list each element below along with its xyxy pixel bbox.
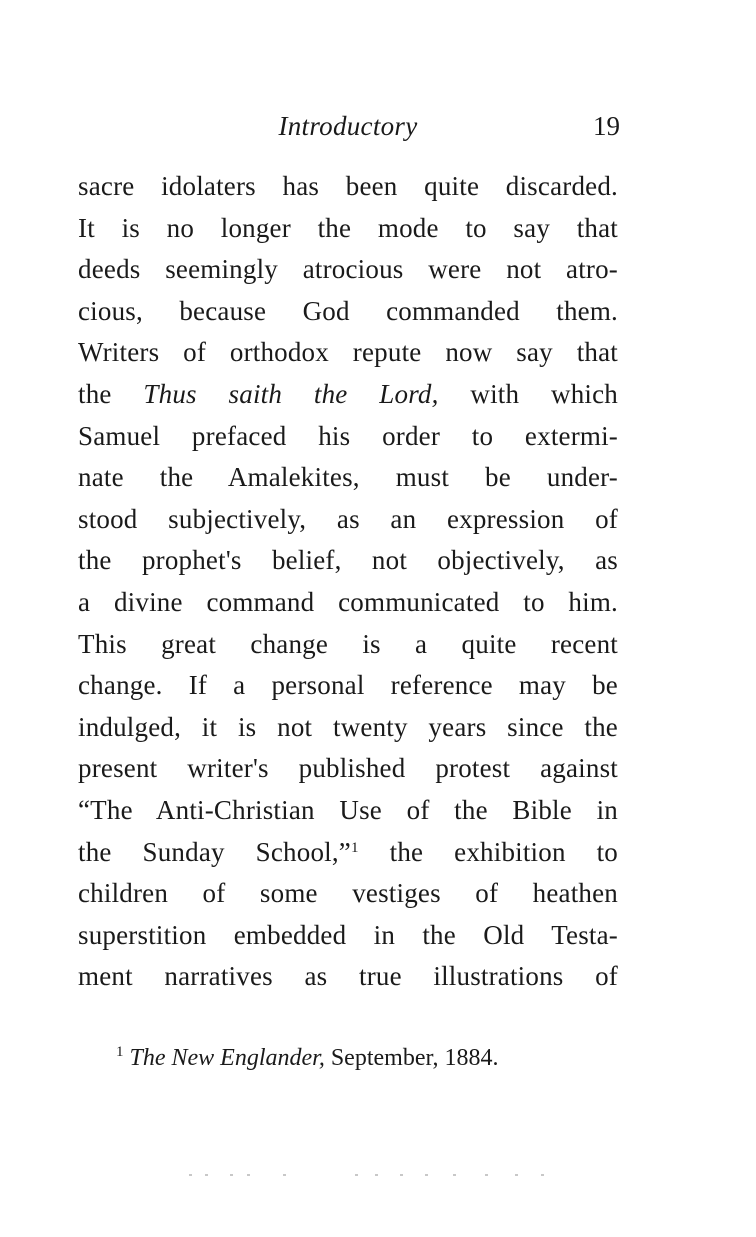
line-6-start: the — [78, 378, 112, 409]
speck — [541, 1174, 544, 1176]
text-line-6 — [78, 374, 618, 416]
speck — [230, 1174, 233, 1176]
page-number: 19 — [593, 111, 620, 141]
scan-noise-specks — [185, 1174, 555, 1182]
text-line-5: Writers of orthodox repute now say that — [78, 337, 618, 368]
text-line-4: cious, because God commanded them. — [78, 295, 618, 326]
speck — [453, 1174, 456, 1176]
speck — [247, 1174, 250, 1176]
text-line-8: nate the Amalekites, must be under- — [78, 462, 618, 493]
speck — [485, 1174, 488, 1176]
speck — [400, 1174, 403, 1176]
text-line-13: change. If a personal reference may be — [78, 670, 618, 701]
running-head — [78, 108, 618, 148]
text-line-10: the prophet's belief, not objectively, as — [78, 545, 618, 576]
text-line-18: children of some vestiges of heathen — [78, 878, 618, 909]
text-line-17 — [78, 832, 618, 874]
text-line-9: stood subjectively, as an expression of — [78, 503, 618, 534]
footnote-marker: 1 — [116, 1044, 124, 1060]
speck — [205, 1174, 208, 1176]
scripture-phrase: Thus saith the Lord, — [143, 378, 439, 409]
text-line-12: This great change is a quite recent — [78, 628, 618, 659]
text-line-20: ment narratives as true illustrations of — [78, 961, 618, 992]
text-line-16: “The Anti-Christian Use of the Bible in — [78, 794, 618, 825]
text-line-7: Samuel prefaced his order to extermi- — [78, 420, 618, 451]
text-line-14: indulged, it is not twenty years since the — [78, 711, 618, 742]
speck — [515, 1174, 518, 1176]
line-6-end: with which — [470, 378, 619, 409]
body-text — [78, 166, 618, 998]
speck — [425, 1174, 428, 1176]
footnote — [116, 1042, 499, 1074]
speck — [355, 1174, 358, 1176]
text-line-1: sacre idolaters has been quite discarded. — [78, 171, 618, 201]
speck — [283, 1174, 286, 1176]
line-17-start: the Sunday School,” — [78, 836, 351, 867]
text-line-2: It is no longer the mode to say that — [78, 212, 618, 243]
speck — [189, 1174, 192, 1176]
footnote-publication: The New Englander, — [129, 1045, 325, 1071]
footnote-date: September, 1884. — [330, 1045, 499, 1071]
speck — [375, 1174, 378, 1176]
text-line-3: deeds seemingly atrocious were not atro- — [78, 254, 618, 285]
text-line-11: a divine command communicated to him. — [78, 586, 618, 617]
running-title: Introductory — [278, 111, 418, 141]
footnote-reference[interactable]: 1 — [351, 839, 359, 856]
text-line-19: superstition embedded in the Old Testa- — [78, 919, 618, 950]
text-line-15: present writer's published protest against — [78, 753, 618, 784]
line-17-end: the exhibition to — [389, 836, 618, 867]
